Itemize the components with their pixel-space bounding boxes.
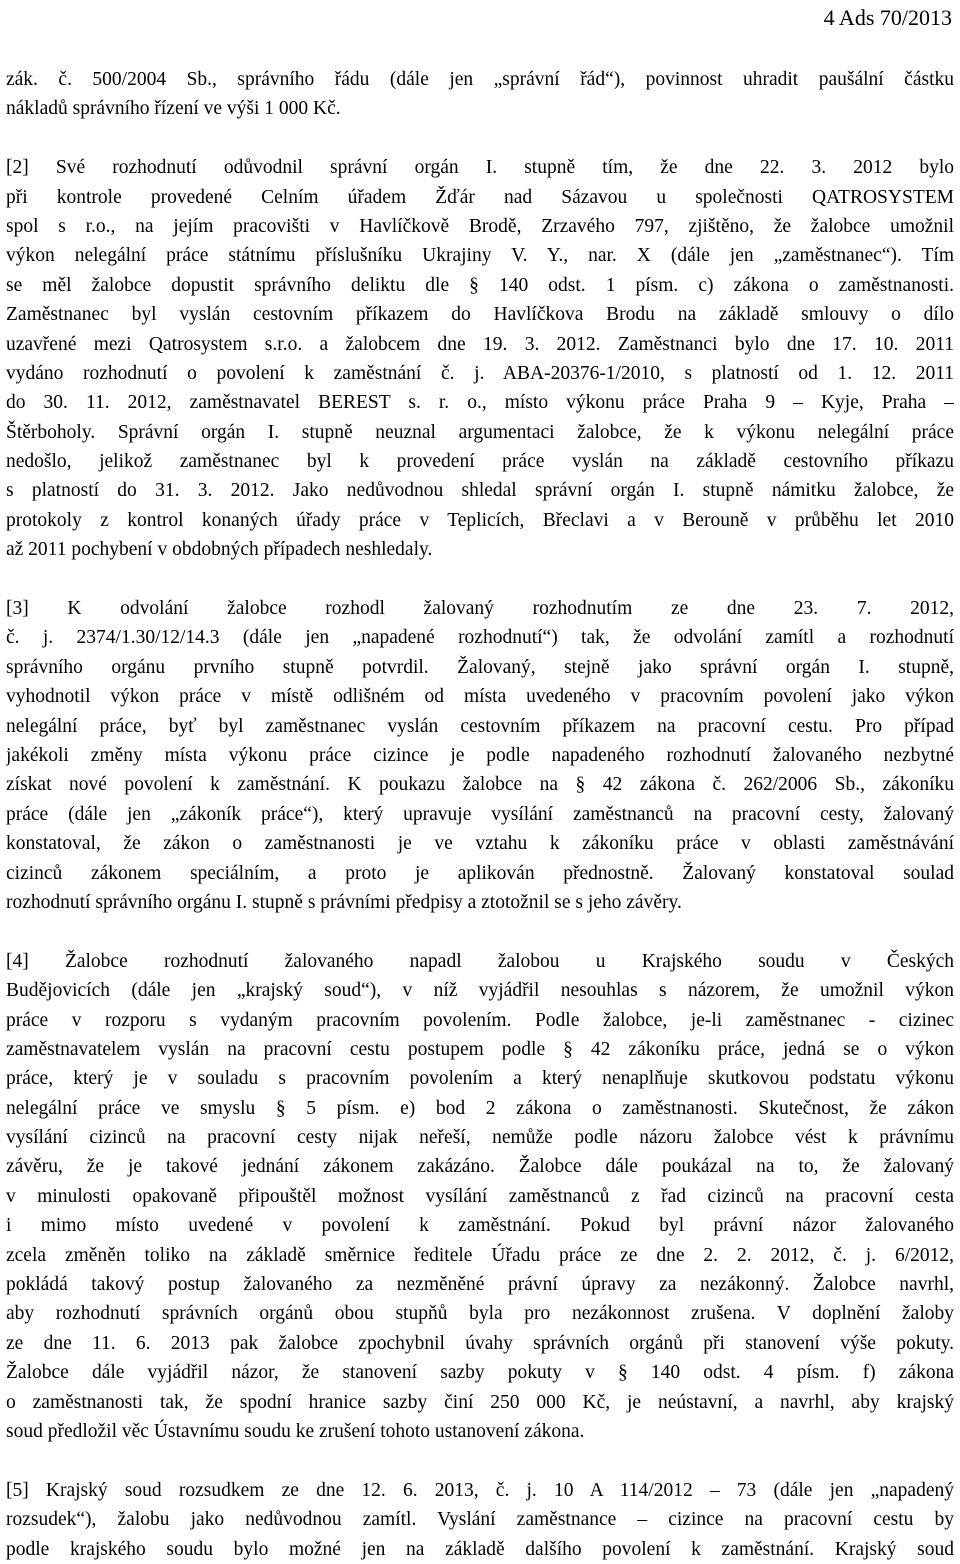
paragraph-5 [6, 1476, 954, 1564]
text-line: nákladů správního řízení ve výši 1 000 Kč. [6, 98, 341, 120]
text-line: získat nové povolení k zaměstnání. K poukazu žalobce na § 42 zákona č. 262/2006 Sb., zákoníku [6, 774, 954, 796]
text-line: Zaměstnanec byl vyslán cestovním příkazem do Havlíčkova Brodu na základě smlouvy o dílo [6, 304, 954, 326]
text-line: č. j. 2374/1.30/12/14.3 (dále jen „napadené rozhodnutí“) tak, že odvolání zamítl a rozhodnutí [6, 627, 954, 649]
text-line: [4] Žalobce rozhodnutí žalovaného napadl žalobou u Krajského soudu v Českých [6, 950, 954, 972]
text-line: uzavřené mezi Qatrosystem s.r.o. a žalobcem dne 19. 3. 2012. Zaměstnanci bylo dne 17. 10. 2011 [6, 333, 954, 355]
text-line: v minulosti opakovaně připouštěl možnost vysílání zaměstnanců z řad cizinců na pracovní cesta [6, 1185, 954, 1207]
paragraph-1 [6, 65, 954, 124]
text-line: nelegální práce, byť byl zaměstnanec vyslán cestovním příkazem na pracovní cestu. Pro případ [6, 715, 954, 737]
text-line: podle krajského soudu bylo možné jen na základě dalšího povolení k zaměstnání. Krajský soud [6, 1538, 954, 1560]
text-line: konstatoval, že zákon o zaměstnanosti je ve vztahu k zákoníku práce v oblasti zaměstnávání [6, 833, 954, 855]
text-line: [5] Krajský soud rozsudkem ze dne 12. 6. 2013, č. j. 10 A 114/2012 – 73 (dále jen „napadený [6, 1479, 954, 1501]
text-line: vysílání cizinců na pracovní cesty nijak neřeší, nemůže podle názoru žalobce vést k právnímu [6, 1127, 954, 1149]
text-line: soud předložil věc Ústavnímu soudu ke zrušení tohoto ustanovení zákona. [6, 1420, 585, 1442]
text-line: práce v rozporu s vydaným pracovním povolením. Podle žalobce, je-li zaměstnanec - cizinec [6, 1009, 954, 1031]
text-line: až 2011 pochybení v obdobných případech neshledaly. [6, 539, 433, 561]
text-line: vydáno rozhodnutí o povolení k zaměstnání č. j. ABA-20376-1/2010, s platností od 1. 12. 2011 [6, 362, 954, 384]
text-line: o zaměstnanosti tak, že spodní hranice sazby činí 250 000 Kč, je neústavní, a navrhl, aby krajský [6, 1391, 954, 1413]
text-line: se měl žalobce dopustit správního deliktu dle § 140 odst. 1 písm. c) zákona o zaměstnanosti. [6, 274, 954, 296]
text-line: jakékoli změny místa výkonu práce cizince je podle napadeného rozhodnutí žalovaného nezbytné [6, 744, 954, 766]
text-line: zák. č. 500/2004 Sb., správního řádu (dále jen „správní řád“), povinnost uhradit paušální částku [6, 69, 954, 90]
text-line: Štěrboholy. Správní orgán I. stupně neuznal argumentaci žalobce, že k výkonu nelegální práce [6, 421, 954, 443]
text-line: cizinců zákonem speciálním, a proto je aplikován přednostně. Žalovaný konstatoval soulad [6, 862, 954, 884]
text-line: nelegální práce ve smyslu § 5 písm. e) bod 2 zákona o zaměstnanosti. Skutečnost, že zákon [6, 1097, 954, 1119]
document-body [6, 65, 954, 1564]
text-line: i mimo místo uvedené v povolení k zaměstnání. Pokud byl právní názor žalovaného [6, 1215, 954, 1237]
text-line: výkon nelegální práce státnímu příslušníku Ukrajiny V. Y., nar. X (dále jen „zaměstnanec“). Tím [6, 245, 954, 267]
text-line: zcela změněn toliko na základě směrnice ředitele Úřadu práce ze dne 2. 2. 2012, č. j. 6/2012, [6, 1244, 954, 1266]
text-line: Budějovicích (dále jen „krajský soud“), v níž vyjádřil nesouhlas s názorem, že umožnil výkon [6, 980, 954, 1002]
paragraph-4 [6, 947, 954, 1447]
text-line: správního orgánu prvního stupně potvrdil. Žalovaný, stejně jako správní orgán I. stupně, [6, 656, 954, 678]
paragraph-2 [6, 153, 954, 564]
text-line: [3] K odvolání žalobce rozhodl žalovaný rozhodnutím ze dne 23. 7. 2012, [6, 598, 954, 620]
paragraph-3 [6, 594, 954, 917]
text-line: [2] Své rozhodnutí odůvodnil správní orgán I. stupně tím, že dne 22. 3. 2012 bylo [6, 157, 954, 179]
text-line: pokládá takový postup žalovaného za nezměněné právní úpravy za nezákonný. Žalobce navrhl, [6, 1274, 954, 1296]
text-line: aby rozhodnutí správních orgánů obou stupňů byla pro nezákonnost zrušena. V doplnění žaloby [6, 1303, 954, 1325]
text-line: závěru, že je takové jednání zákonem zakázáno. Žalobce dále poukázal na to, že žalovaný [6, 1156, 954, 1178]
text-line: při kontrole provedené Celním úřadem Žďár nad Sázavou u společnosti QATROSYSTEM [6, 186, 954, 208]
text-line: vyhodnotil výkon práce v místě odlišném od místa uvedeného v pracovním povolení jako výkon [6, 686, 954, 708]
text-line: rozhodnutí správního orgánu I. stupně s právními předpisy a ztotožnil se s jeho závěry. [6, 891, 682, 913]
text-line: do 30. 11. 2012, zaměstnavatel BEREST s. r. o., místo výkonu práce Praha 9 – Kyje, Praha – [6, 392, 954, 414]
text-line: práce (dále jen „zákoník práce“), který upravuje vysílání zaměstnanců na pracovní cesty, žalovaný [6, 803, 954, 825]
case-number: 4 Ads 70/2013 [823, 5, 952, 30]
text-line: s platností do 31. 3. 2012. Jako nedůvodnou shledal správní orgán I. stupně námitku žalobce, že [6, 480, 954, 502]
text-line: rozsudek“), žalobu jako nedůvodnou zamítl. Vyslání zaměstnance – cizince na pracovní cestu by [6, 1509, 954, 1531]
text-line: práce, který je v souladu s pracovním povolením a který nenaplňuje skutkovou podstatu výkonu [6, 1068, 954, 1090]
text-line: nedošlo, jelikož zaměstnanec byl k provedení práce vyslán na základě cestovního příkazu [6, 451, 954, 473]
text-line: ze dne 11. 6. 2013 pak žalobce zpochybnil úvahy správních orgánů při stanovení výše pokuty. [6, 1332, 954, 1354]
text-line: Žalobce dále vyjádřil názor, že stanovení sazby pokuty v § 140 odst. 4 písm. f) zákona [6, 1362, 954, 1384]
text-line: protokoly z kontrol konaných úřady práce v Teplicích, Břeclavi a v Berouně v průběhu let 2010 [6, 509, 954, 531]
text-line: zaměstnavatelem vyslán na pracovní cestu postupem podle § 42 zákoníku práce, jedná se o výkon [6, 1038, 954, 1060]
text-line: spol s r.o., na jejím pracovišti v Havlíčkově Brodě, Zrzavého 797, zjištěno, že žalobce umožnil [6, 215, 954, 237]
